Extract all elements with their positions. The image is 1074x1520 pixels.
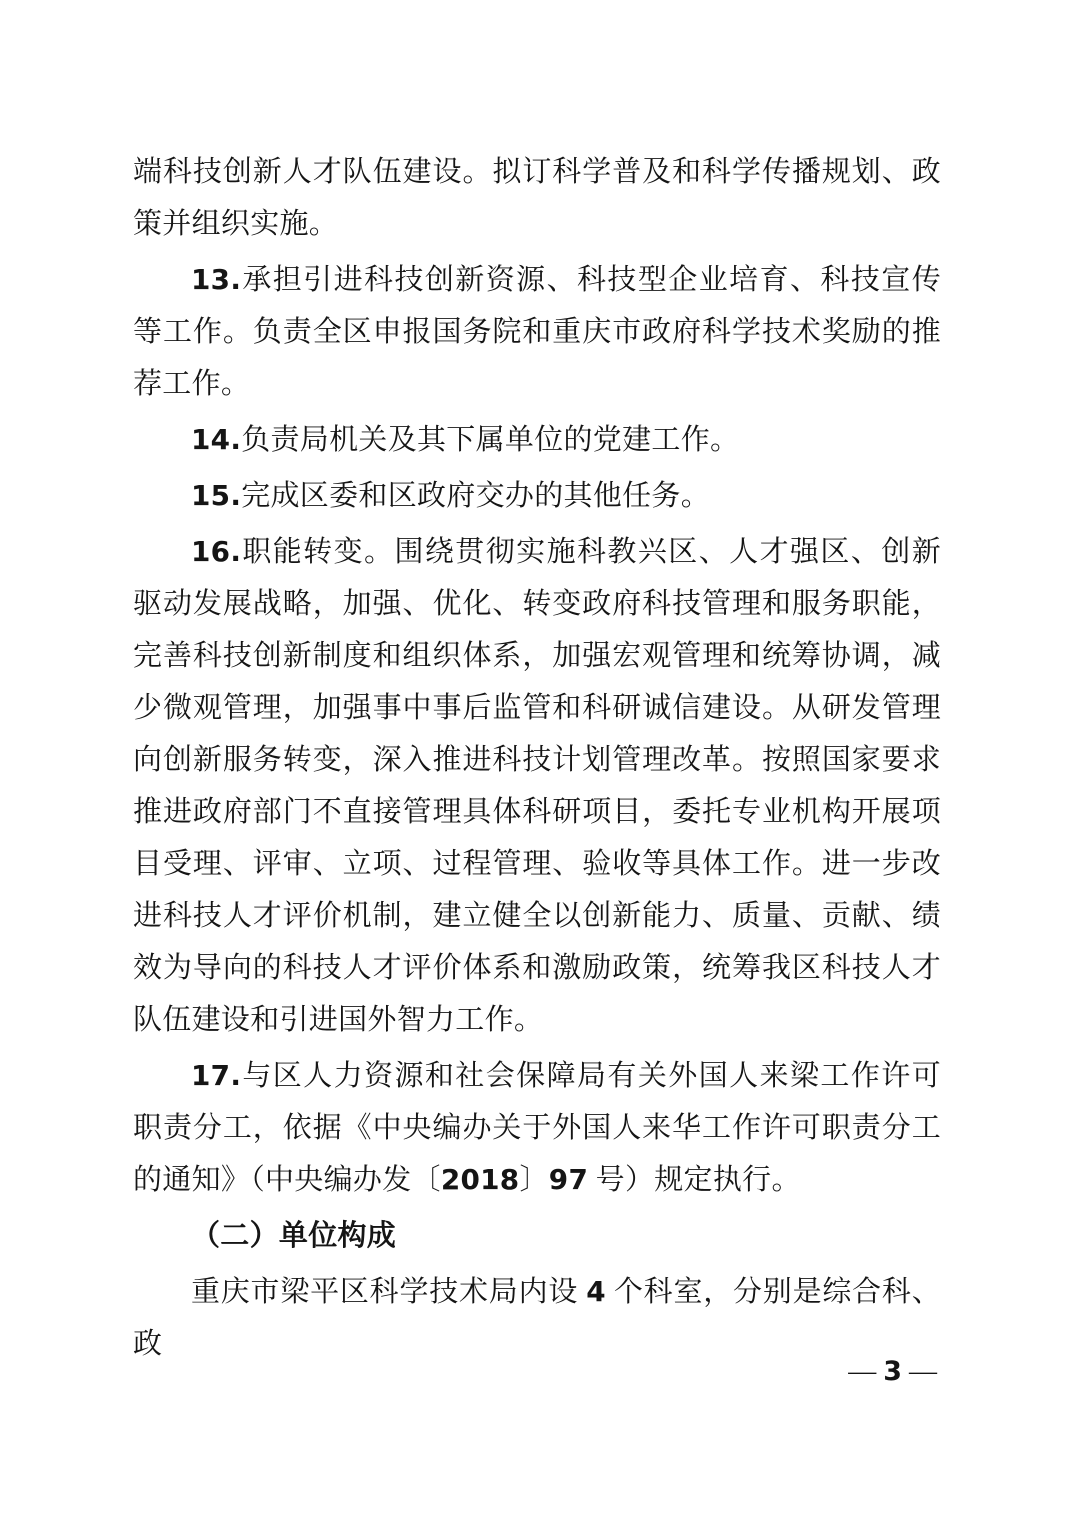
page-number: — 3 — — [848, 1356, 937, 1387]
numeral: 3 — [883, 1356, 902, 1387]
document-body — [133, 146, 941, 1374]
numeral: 13. — [191, 263, 242, 296]
body-paragraph-item-13: 13.承担引进科技创新资源、科技型企业培育、科技宣传等工作。负责全区申报国务院和重庆市政府科学技术奖励的推荐工作。 — [133, 263, 941, 400]
numeral: 14. — [191, 423, 242, 456]
numeral: 2018 — [440, 1163, 520, 1196]
body-paragraph-unit-composition: 重庆市梁平区科学技术局内设 4 个科室，分别是综合科、政 — [133, 1275, 941, 1360]
body-paragraph-item-14: 14.负责局机关及其下属单位的党建工作。 — [191, 423, 740, 456]
body-paragraph-item-16: 16.职能转变。围绕贯彻实施科教兴区、人才强区、创新驱动发展战略，加强、优化、转变政府科技管理和服务职能，完善科技创新制度和组织体系，加强宏观管理和统筹协调，减少微观管理，加强事中事后监管和科研诚信建设。从研发管理向创新服务转变，深入推进科技计划管理改革。按照国家要求推进政府部门不直接管理具体科研项目，委托专业机构开展项目受理、评审、立项、过程管理、验收等具体工作。进一步改进科技人才评价机制，建立健全以创新能力、质量、贡献、绩效为导向的科技人才评价体系和激励政策，统筹我区科技人才队伍建设和引进国外智力工作。 — [133, 535, 941, 1036]
numeral: 4 — [586, 1275, 606, 1308]
body-paragraph-item-17: 17.与区人力资源和社会保障局有关外国人来梁工作许可职责分工，依据《中央编办关于外国人来华工作许可职责分工的通知》（中央编办发〔2018〕97 号）规定执行。 — [133, 1059, 941, 1196]
numeral: 97 — [548, 1163, 589, 1196]
body-paragraph-continuation: 端科技创新人才队伍建设。拟订科学普及和科学传播规划、政策并组织实施。 — [133, 156, 941, 240]
numeral: 17. — [191, 1059, 242, 1092]
section-heading: （二）单位构成 — [191, 1220, 397, 1252]
numeral: 15. — [191, 479, 242, 512]
numeral: 16. — [191, 535, 242, 568]
body-paragraph-item-15: 15.完成区委和区政府交办的其他任务。 — [191, 479, 711, 512]
